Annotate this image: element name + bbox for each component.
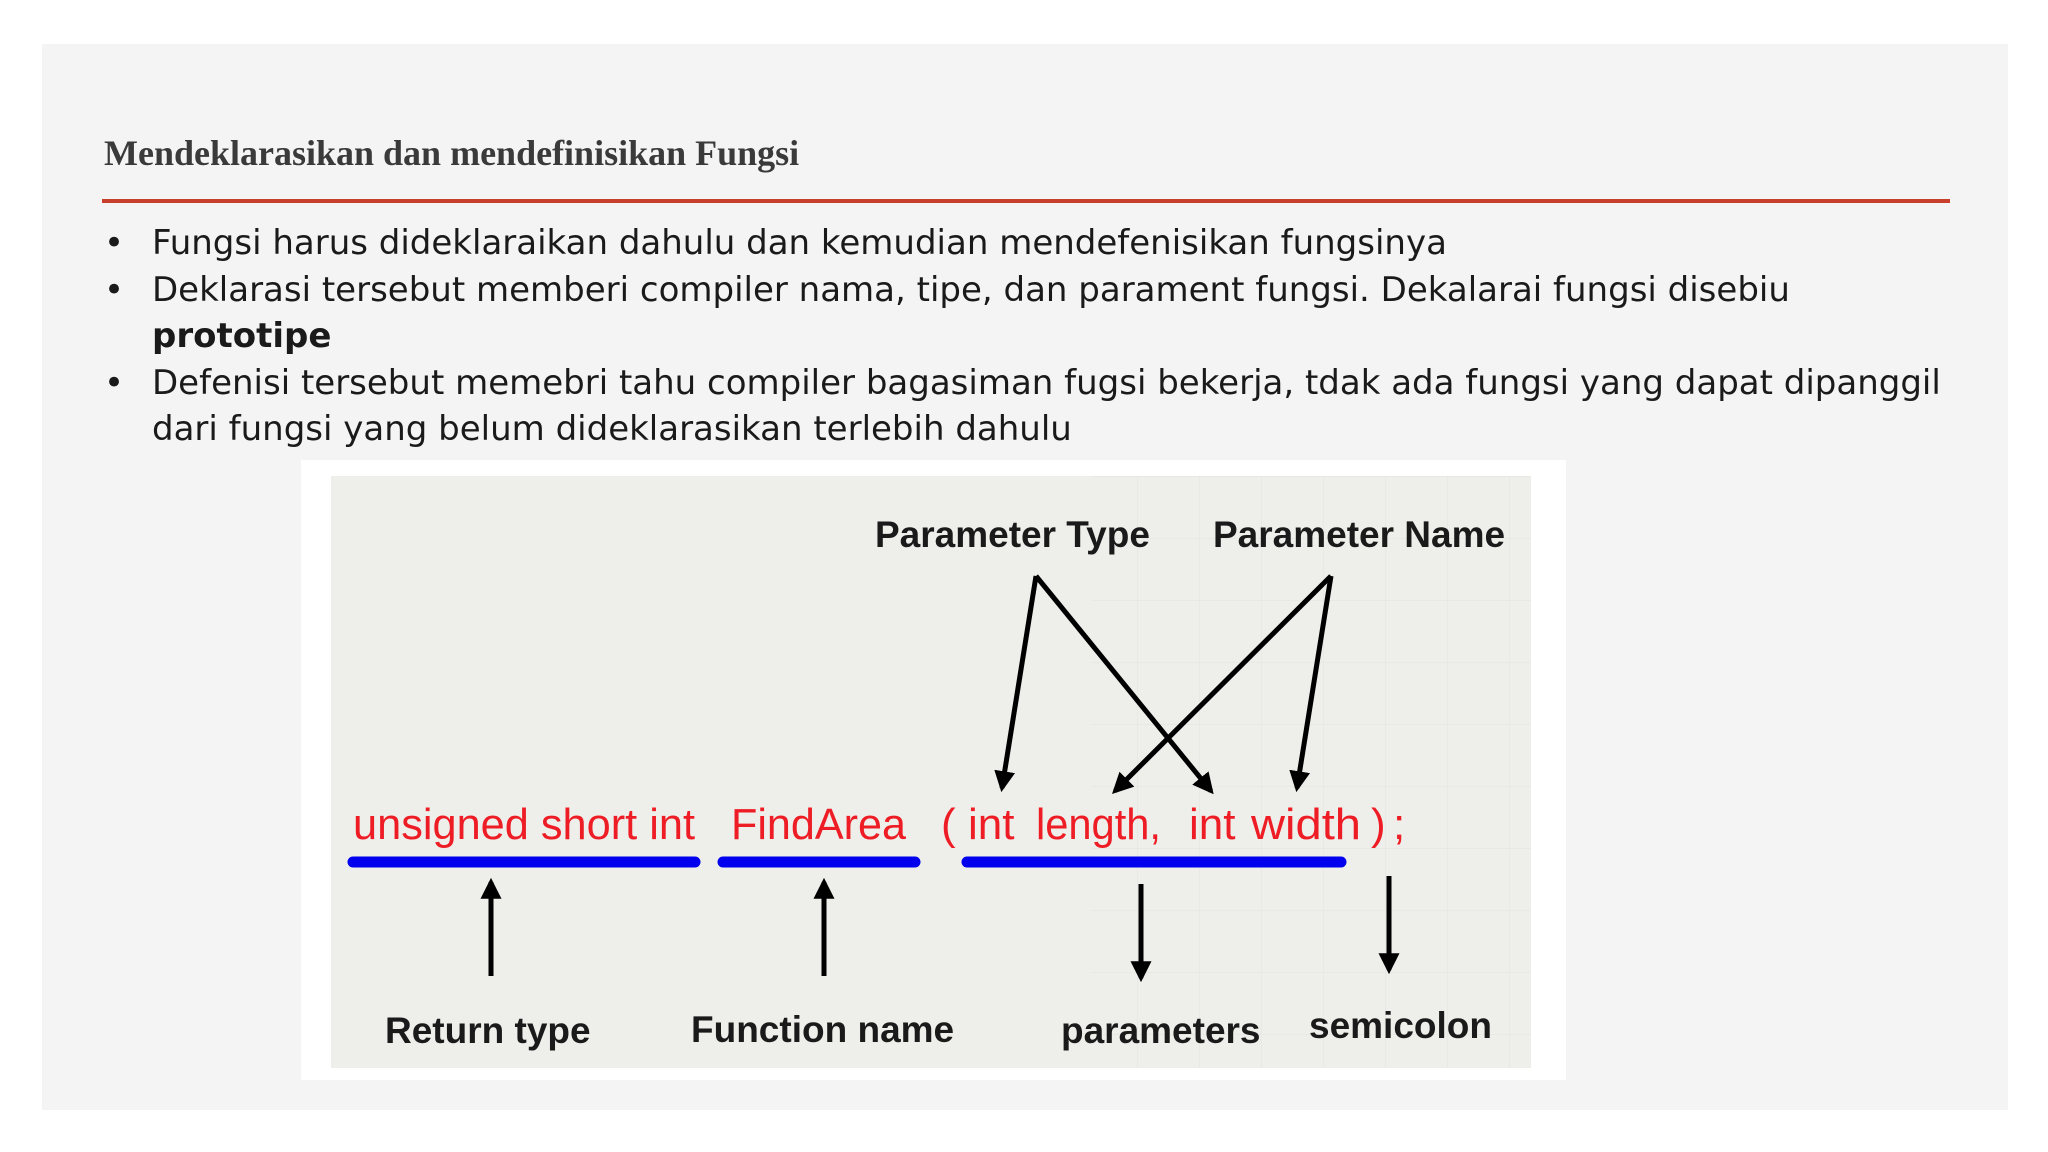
bullet-item — [104, 267, 1964, 360]
label-return-type: Return type — [385, 1010, 591, 1051]
bullet-text: Defenisi tersebut memebri tahu compiler bagasiman fugsi bekerja, tdak ada fungsi yang dapat dipanggil dari fungsi yang belum dideklarasikan terlebih dahulu — [152, 362, 1941, 449]
code-open-paren: ( — [941, 800, 956, 849]
code-param1-name: length, — [1036, 800, 1161, 849]
code-return-type: unsigned short int — [353, 800, 695, 849]
label-semicolon: semicolon — [1309, 1005, 1492, 1046]
code-close-paren: ) — [1371, 800, 1386, 849]
label-parameter-type: Parameter Type — [875, 514, 1150, 555]
bullet-item — [104, 360, 1964, 453]
diagram-canvas — [331, 476, 1531, 1068]
code-semicolon: ; — [1393, 800, 1406, 849]
bullet-dot: • — [104, 362, 125, 403]
bullet-dot: • — [104, 269, 125, 310]
label-parameter-name: Parameter Name — [1213, 514, 1506, 555]
bullet-list — [104, 220, 1964, 453]
label-function-name: Function name — [691, 1009, 955, 1050]
bullet-dot: • — [104, 223, 125, 263]
code-param1-type: int — [968, 800, 1015, 849]
function-prototype-diagram — [301, 460, 1566, 1080]
code-param2-type: int — [1189, 800, 1236, 849]
bullet-text: Fungsi harus dideklaraikan dahulu dan kemudian mendefenisikan fungsinya — [152, 223, 1447, 263]
title-divider — [102, 199, 1950, 203]
code-function-name: FindArea — [731, 800, 907, 849]
diagram-grid — [1091, 476, 1531, 1068]
bullet-text: Deklarasi tersebut memberi compiler nama, tipe, dan parament fungsi. Dekalarai fungsi disebiu — [152, 269, 1790, 310]
bullet-item — [104, 220, 1964, 267]
bullet-bold-term: prototipe — [152, 316, 332, 356]
slide — [42, 44, 2008, 1110]
label-parameters: parameters — [1061, 1010, 1261, 1051]
code-param2-name: width — [1249, 800, 1361, 849]
slide-title: Mendeklarasikan dan mendefinisikan Fungsi — [104, 133, 800, 173]
